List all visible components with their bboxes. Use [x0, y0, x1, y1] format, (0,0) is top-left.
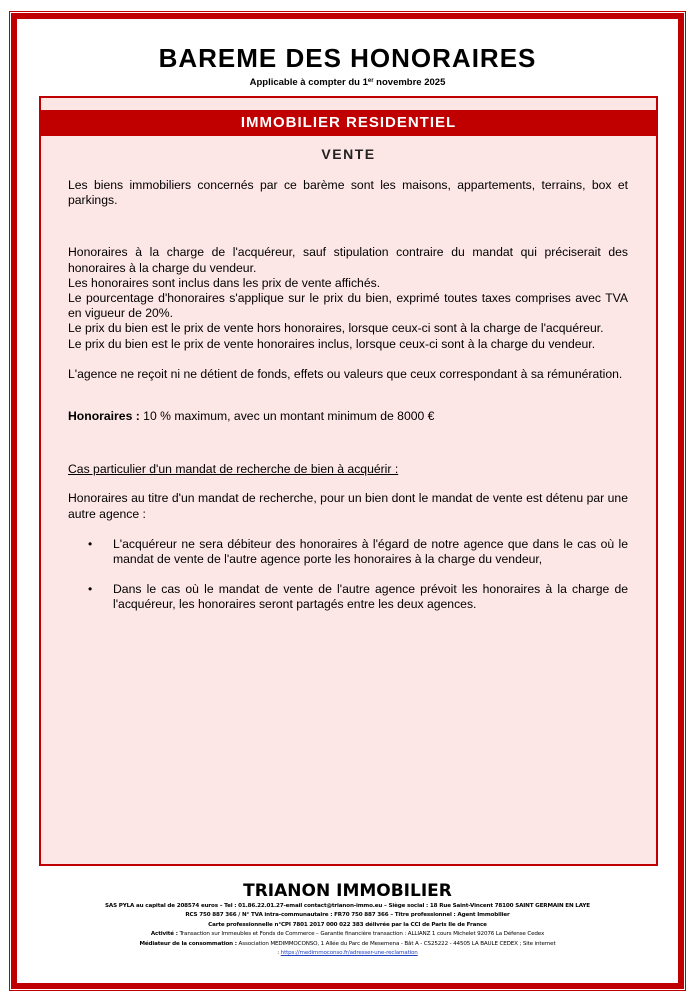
special-case-intro: Honoraires au titre d'un mandat de recherche, pour un bien dont le mandat de vente est détenu par une autre agence :: [68, 491, 628, 521]
fees-line: [68, 409, 628, 424]
footer-line-card: Carte professionnelle n°CPI 7801 2017 000 022 383 délivrée par la CCI de Paris Ile de France: [208, 921, 487, 928]
intro-paragraph: Les biens immobiliers concernés par ce barème sont les maisons, appartements, terrains, box et parkings.: [68, 178, 628, 208]
footer-line-activity: [0, 930, 695, 939]
link-prefix: :: [277, 950, 281, 957]
fees-label: Honoraires :: [68, 409, 140, 424]
bullet-text: L'acquéreur ne sera débiteur des honoraires à l'égard de notre agence que dans le cas où le mandat de vente de l'autre agence porte les honoraires à la charge du vendeur,: [113, 536, 628, 567]
section-content: [68, 178, 628, 613]
footer-line-mediator: [0, 940, 695, 949]
special-case-bullets: [68, 537, 628, 613]
footer-line-registration: RCS 750 887 366 / N° TVA intra-communautaire : FR70 750 887 366 – Titre professionnel : Agent Immobilier: [185, 912, 510, 919]
fee-paragraph-2: Les honoraires sont inclus dans les prix de vente affichés.: [68, 275, 381, 290]
page-subtitle: [0, 77, 695, 88]
mediator-label: Médiateur de la consommation :: [139, 940, 237, 947]
section-band-title: IMMOBILIER RESIDENTIEL: [41, 110, 656, 136]
agency-note: L'agence ne reçoit ni ne détient de fonds, effets ou valeurs que ceux correspondant à sa rémunération.: [68, 366, 623, 381]
footer: [0, 880, 695, 958]
fee-paragraph-5: Le prix du bien est le prix de vente honoraires inclus, lorsque ceux-ci sont à la charge du vendeur.: [68, 336, 596, 351]
residential-section-box: [39, 96, 658, 866]
fees-value: 10 % maximum, avec un montant minimum de 8000 €: [139, 409, 435, 424]
page-title: BAREME DES HONORAIRES: [158, 43, 537, 73]
bullet-icon: •: [88, 536, 93, 551]
bullet-item: [68, 537, 628, 567]
section-subtitle: VENTE: [321, 146, 376, 162]
footer-line-link: [0, 949, 695, 958]
mediator-text: Association MEDIMMOCONSO, 1 Allée du Parc de Mesemena - Bât A - CS25222 - 44505 LA BAULE CEDEX ; Site internet: [236, 940, 556, 947]
special-case-title: Cas particulier d'un mandat de recherche de bien à acquérir :: [68, 462, 399, 477]
fee-paragraph-3: Le pourcentage d'honoraires s'applique sur le prix du bien, exprimé toutes taxes comprises avec TVA en vigueur de 20%.: [68, 291, 628, 321]
subtitle-superscript: er: [367, 78, 374, 84]
subtitle-suffix: novembre 2025: [373, 77, 446, 88]
activity-text: Transaction sur Immeubles et Fonds de Commerce – Garantie financière transaction : ALLIANZ 1 cours Michelet 92076 La Défense Cedex: [177, 931, 545, 938]
fee-paragraph-1: Honoraires à la charge de l'acquéreur, sauf stipulation contraire du mandat qui préciserait des honoraires à la charge du vendeur.: [68, 245, 628, 275]
footer-brand: TRIANON IMMOBILIER: [243, 881, 452, 901]
fee-paragraph-4: Le prix du bien est le prix de vente hors honoraires, lorsque ceux-ci sont à la charge de l'acquéreur.: [68, 321, 604, 336]
activity-label: Activité :: [150, 931, 178, 938]
bullet-item: [68, 582, 628, 612]
mediator-link[interactable]: https://medimmoconso.fr/adresser-une-reclamation: [280, 950, 418, 957]
bullet-text: Dans le cas où le mandat de vente de l'autre agence prévoit les honoraires à la charge de l'acquéreur, les honoraires seront partagés entre les deux agences.: [113, 582, 628, 612]
bullet-icon: •: [88, 582, 93, 597]
subtitle-prefix: Applicable à compter du 1: [249, 77, 368, 88]
footer-line-company: SAS PYLA au capital de 208574 euros – Tel : 01.86.22.01.27-email contact@trianon-immo.eu – Siège social : 18 Rue Saint-Vincent 78100 SAINT GERMAIN EN LAYE: [105, 903, 590, 909]
